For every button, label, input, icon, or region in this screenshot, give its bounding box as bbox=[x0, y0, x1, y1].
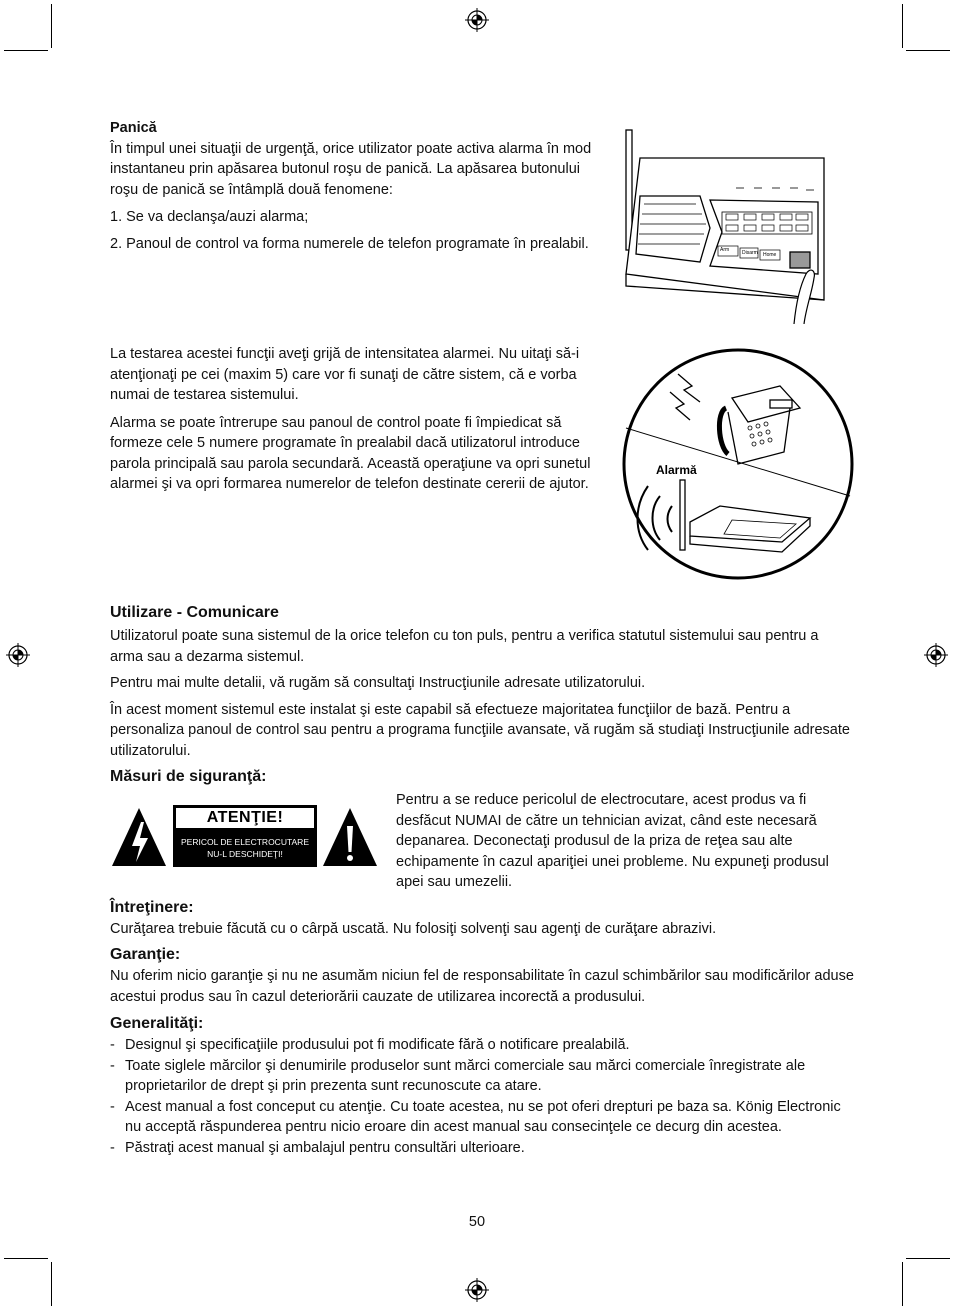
list-item: - Păstraţi acest manual şi ambalajul pentru consultări ulterioare. bbox=[110, 1139, 525, 1156]
warranty-heading: Garanţie: bbox=[110, 946, 181, 963]
exclamation-hazard-icon bbox=[321, 806, 379, 868]
testing-paragraph-2: Alarma se poate întrerupe sau panoul de control poate fi împiedicat să formeze cele 5 numere programate în prealabil dacă utilizatorul introduce parola principală sau parola secundară. Această operaţiune va opri sunetul alarmei şi va opri formarea numerelor de telefon destinate cererii de ajutor. bbox=[110, 414, 591, 492]
registration-mark-icon bbox=[465, 8, 489, 32]
maintenance-section bbox=[110, 897, 850, 940]
usage-section bbox=[110, 602, 850, 761]
list-item: - Toate siglele mărcilor şi denumirile produselor sunt mărci comerciale sau mărci comerciale înregistrate ale proprietarilor de drept şi prin prezenta sunt recunoscute ca atare. bbox=[110, 1057, 806, 1094]
registration-mark-icon bbox=[924, 643, 948, 667]
testing-paragraph-1: La testarea acestei funcţii aveţi grijă de intensitatea alarmei. Nu uitaţi să-i atenţionaţi pe cei (maxim 5) care vor fi sunaţi de către sistem, că e vorba numai de testarea sistemului. bbox=[110, 346, 580, 403]
safety-paragraph: Pentru a se reduce pericolul de electrocutare, acest produs va fi desfăcut NUMAI de către un tehnician avizat, când este necesară depanarea. Deconectaţi produsul de la priza de reţea sau alte echipamente în cazul apariţiei unei probleme. Nu expuneţi produsul apei sau umezelii. bbox=[396, 792, 829, 890]
page-number: 50 bbox=[468, 1214, 486, 1230]
maintenance-paragraph: Curăţarea trebuie făcută cu o cârpă uscată. Nu folosiţi solvenţi sau agenţi de curăţare abrazivi. bbox=[110, 921, 717, 937]
control-panel-illustration bbox=[618, 124, 828, 324]
crop-mark bbox=[4, 50, 48, 51]
crop-mark bbox=[902, 4, 903, 48]
registration-mark-icon bbox=[6, 643, 30, 667]
panel-key-arm: Arm bbox=[720, 247, 730, 253]
usage-paragraph-2: Pentru mai multe detalii, vă rugăm să consultaţi Instrucţiunile adresate utilizatorului. bbox=[110, 675, 646, 691]
warning-box bbox=[173, 805, 317, 867]
crop-mark bbox=[51, 1262, 52, 1306]
maintenance-heading: Întreţinere: bbox=[110, 899, 194, 916]
warning-title: ATENŢIE! bbox=[176, 808, 314, 828]
warning-line-1: PERICOL DE ELECTROCUTARE bbox=[181, 837, 309, 847]
panic-item-1: 1. Se va declanşa/auzi alarma; bbox=[110, 209, 309, 225]
panic-item-2: 2. Panoul de control va forma numerele de telefon programate în prealabil. bbox=[110, 235, 589, 252]
warranty-section bbox=[110, 944, 855, 1007]
usage-heading: Utilizare - Comunicare bbox=[110, 604, 279, 621]
general-heading: Generalităţi: bbox=[110, 1015, 204, 1032]
electric-hazard-icon bbox=[110, 806, 168, 868]
crop-mark bbox=[51, 4, 52, 48]
panel-key-home: Home bbox=[763, 252, 777, 258]
list-item: - Acest manual a fost conceput cu atenţie. Cu toate acestea, nu se pot oferi drepturi pe baza sa. König Electronic nu acceptă răspunderea pentru nicio eroare din acest manual sau consecinţele ce decurg din acestea. bbox=[110, 1098, 841, 1135]
safety-heading: Măsuri de siguranţă: bbox=[110, 768, 267, 785]
list-item: - Designul şi specificaţiile produsului pot fi modificate fără o notificare prealabilă. bbox=[110, 1037, 630, 1053]
general-section bbox=[110, 1013, 855, 1158]
alarm-illustration bbox=[620, 346, 856, 582]
alarm-label: Alarmă bbox=[656, 463, 697, 477]
warning-line-2: NU-L DESCHIDEŢI! bbox=[207, 849, 283, 859]
crop-mark bbox=[906, 1258, 950, 1259]
panic-section bbox=[110, 118, 600, 254]
usage-paragraph-1: Utilizatorul poate suna sistemul de la orice telefon cu ton puls, pentru a verifica statutul sistemului sau pentru a arma sau a dezarma sistemul. bbox=[110, 628, 819, 665]
testing-section bbox=[110, 344, 602, 495]
panic-paragraph: În timpul unei situaţii de urgenţă, orice utilizator poate activa alarma în mod instantaneu prin apăsarea butonul roşu de panică. La apăsarea butonului roşu de panică se întâmplă două fenomene: bbox=[110, 140, 592, 198]
crop-mark bbox=[906, 50, 950, 51]
crop-mark bbox=[902, 1262, 903, 1306]
panic-heading: Panică bbox=[110, 120, 157, 136]
warranty-paragraph: Nu oferim nicio garanţie şi nu ne asumăm niciun fel de responsabilitate în cazul schimbărilor sau modificărilor aduse acestui produs sau în cazul deteriorării cauzate de utilizarea incorectă a produsului. bbox=[110, 968, 854, 1005]
crop-mark bbox=[4, 1258, 48, 1259]
usage-paragraph-3: În acest moment sistemul este instalat şi este capabil să efectueze majoritatea funcţiilor de bază. Pentru a personaliza panoul de control sau pentru a programa funcţiile avansate, vă rugăm să studiaţi Instrucţiunile adresate utilizatorului. bbox=[110, 701, 850, 759]
panel-key-disarm: Disarm bbox=[742, 250, 758, 256]
registration-mark-icon bbox=[465, 1278, 489, 1302]
